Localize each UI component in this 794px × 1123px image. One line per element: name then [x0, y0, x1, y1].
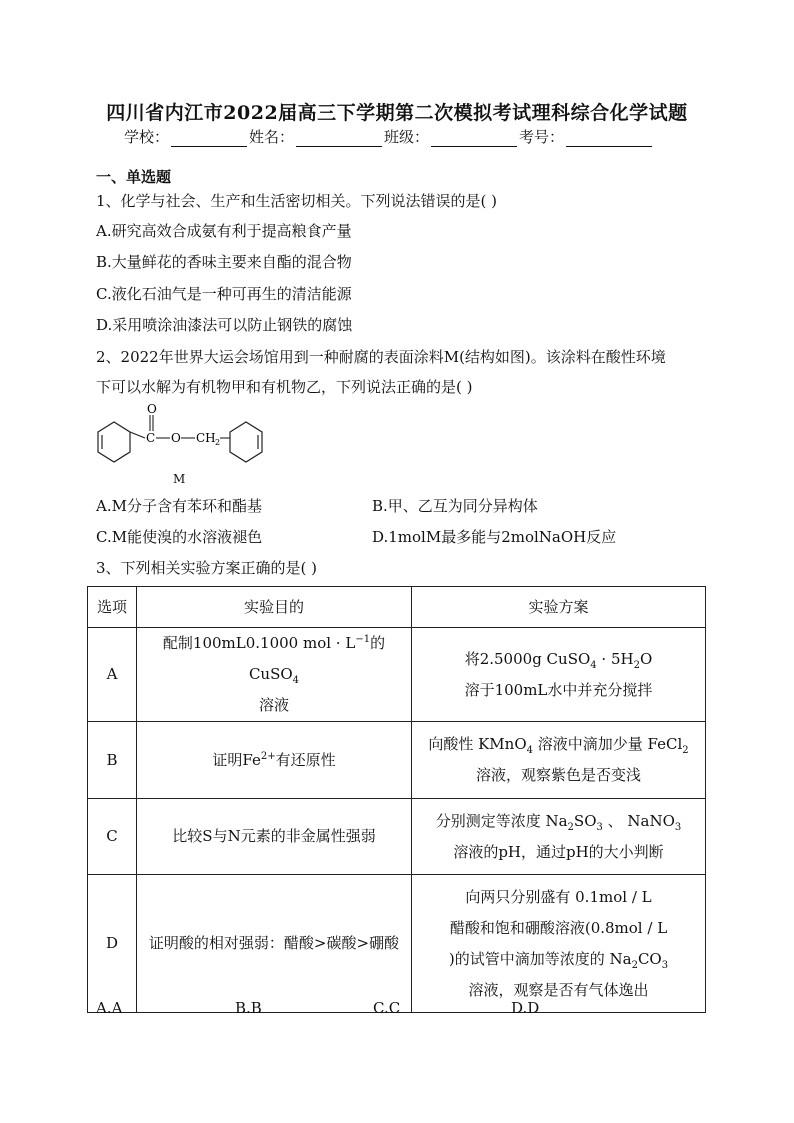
row-b-purpose-text: 证明Fe: [212, 750, 261, 769]
table-row: [88, 875, 706, 1013]
header-purpose: 实验目的: [137, 587, 412, 628]
q2-stem-line2: 下可以水解为有机物甲和有机物乙，下列说法正确的是( ): [96, 378, 473, 396]
carbonyl-carbon: C: [146, 431, 156, 445]
row-d-plan-line3: )的试管中滴加等浓度的 Na: [448, 949, 632, 968]
row-a-purpose-formula: 的 CuSO: [248, 634, 386, 683]
molecule-label: M: [173, 472, 186, 486]
row-b-plan-sub1: 4: [526, 745, 533, 756]
experiment-table: [87, 586, 706, 1013]
row-b-plan-text: 向酸性 KMnO: [428, 735, 527, 753]
q2-option-b: B.甲、乙互为同分异构体: [372, 497, 538, 515]
row-c-plan-text: 分别测定等浓度 Na: [435, 811, 568, 830]
exam-number-blank[interactable]: [566, 132, 652, 147]
row-c-purpose: 比较S与N元素的非金属性强弱: [137, 799, 412, 875]
row-a-plan: [412, 628, 706, 722]
row-d-purpose: 证明酸的相对强弱：醋酸>碳酸>硼酸: [137, 875, 412, 1013]
table-row: [88, 628, 706, 722]
methylene-subscript: 2: [215, 438, 221, 447]
right-cyclohexene-ring: [230, 422, 262, 462]
header-option: 选项: [88, 587, 137, 628]
q2-option-d: D.1molM最多能与2molNaOH反应: [372, 528, 617, 546]
name-blank[interactable]: [296, 132, 382, 147]
row-b-purpose-sup: 2+: [260, 750, 276, 762]
row-d-plan-sub2: 3: [661, 959, 669, 971]
row-a-plan-hydrate: · 5H: [596, 649, 634, 668]
q2-stem-line1: 2、2022年世界大运会场馆用到一种耐腐的表面涂料M(结构如图)。该涂料在酸性环境: [96, 348, 666, 366]
row-c-plan-line2: 溶液的pH，通过pH的大小判断: [453, 842, 664, 861]
q1-option-c: C.液化石油气是一种可再生的清洁能源: [96, 285, 352, 303]
row-b-purpose-rest: 有还原性: [275, 750, 336, 769]
table-row: [88, 722, 706, 799]
q3-stem: 3、下列相关实验方案正确的是( ): [96, 559, 318, 577]
bond-ring-carbonyl: [130, 432, 145, 438]
class-label: 班级：: [384, 128, 430, 146]
q1-stem: 1、化学与社会、生产和生活密切相关。下列说法错误的是( ): [96, 192, 498, 210]
row-c-plan-so: SO: [573, 811, 597, 830]
left-cyclohexene-ring: [98, 422, 130, 462]
q1-option-d: D.采用喷涂油漆法可以防止钢铁的腐蚀: [96, 316, 353, 334]
row-a-purpose-sup: −1: [355, 634, 371, 645]
name-label: 姓名：: [249, 128, 295, 146]
row-a-plan-oxygen: O: [639, 649, 653, 668]
section-title: 一、单选题: [96, 168, 172, 186]
row-a-option: A: [88, 628, 137, 722]
molecule-m-structure: [92, 402, 292, 472]
row-c-plan: [412, 799, 706, 875]
row-b-option: B: [88, 722, 137, 799]
row-a-plan-line2: 溶于100mL水中并充分搅拌: [464, 680, 653, 699]
q3-answer-a: A.A: [96, 999, 123, 1017]
row-a-purpose-text: 配制100mL0.1000 mol · L: [162, 634, 356, 652]
row-d-plan-co: CO: [637, 949, 662, 968]
row-c-plan-nano: 、 NaNO: [602, 811, 675, 830]
row-c-plan-sub1: 2: [567, 821, 574, 833]
row-a-plan-sub2: 2: [633, 659, 640, 671]
table-row: [88, 799, 706, 875]
row-b-plan: [412, 722, 706, 799]
school-label: 学校：: [124, 128, 170, 146]
row-d-option: D: [88, 875, 137, 1013]
class-blank[interactable]: [431, 132, 517, 147]
row-d-plan-line1: 向两只分别盛有 0.1mol / L: [465, 887, 652, 906]
table-header-row: [88, 587, 706, 628]
q2-option-a: A.M分子含有苯环和酯基: [96, 497, 262, 515]
q3-answer-c: C.C: [373, 999, 401, 1017]
q2-option-c: C.M能使溴的水溶液褪色: [96, 528, 263, 546]
row-d-plan-sub1: 2: [631, 959, 638, 971]
row-c-plan-sub2: 3: [596, 821, 603, 833]
row-b-plan-line2: 溶液，观察紫色是否变浅: [475, 766, 641, 784]
row-c-plan-sub3: 3: [674, 821, 682, 833]
row-a-purpose-sub: 4: [292, 675, 300, 686]
carbonyl-oxygen: O: [147, 402, 157, 416]
row-a-purpose: [137, 628, 412, 722]
row-b-plan-sub2: 2: [682, 745, 689, 756]
row-b-plan-rest: 溶液中滴加少量 FeCl: [533, 735, 683, 753]
school-blank[interactable]: [171, 132, 247, 147]
methylene-group: CH: [196, 431, 216, 445]
row-a-purpose-line2: 溶液: [258, 696, 289, 714]
q3-answer-d: D.D: [511, 999, 540, 1017]
header-plan: 实验方案: [412, 587, 706, 628]
student-info-row: [124, 126, 654, 147]
row-d-plan-line4: 溶液，观察是否有气体逸出: [468, 980, 649, 999]
q1-option-b: B.大量鲜花的香味主要来自酯的混合物: [96, 253, 352, 271]
row-d-plan-line2: 醋酸和饱和硼酸溶液(0.8mol / L: [449, 918, 668, 937]
exam-number-label: 考号：: [519, 128, 565, 146]
ester-oxygen: O: [171, 431, 181, 445]
row-c-option: C: [88, 799, 137, 875]
row-a-plan-sub1: 4: [590, 659, 597, 671]
q3-answer-b: B.B: [235, 999, 262, 1017]
row-d-plan: [412, 875, 706, 1013]
exam-title: 四川省内江市2022届高三下学期第二次模拟考试理科综合化学试题: [106, 102, 688, 124]
q1-option-a: A.研究高效合成氨有利于提高粮食产量: [96, 222, 352, 240]
row-a-plan-text: 将2.5000g CuSO: [464, 649, 591, 668]
row-b-purpose: [137, 722, 412, 799]
